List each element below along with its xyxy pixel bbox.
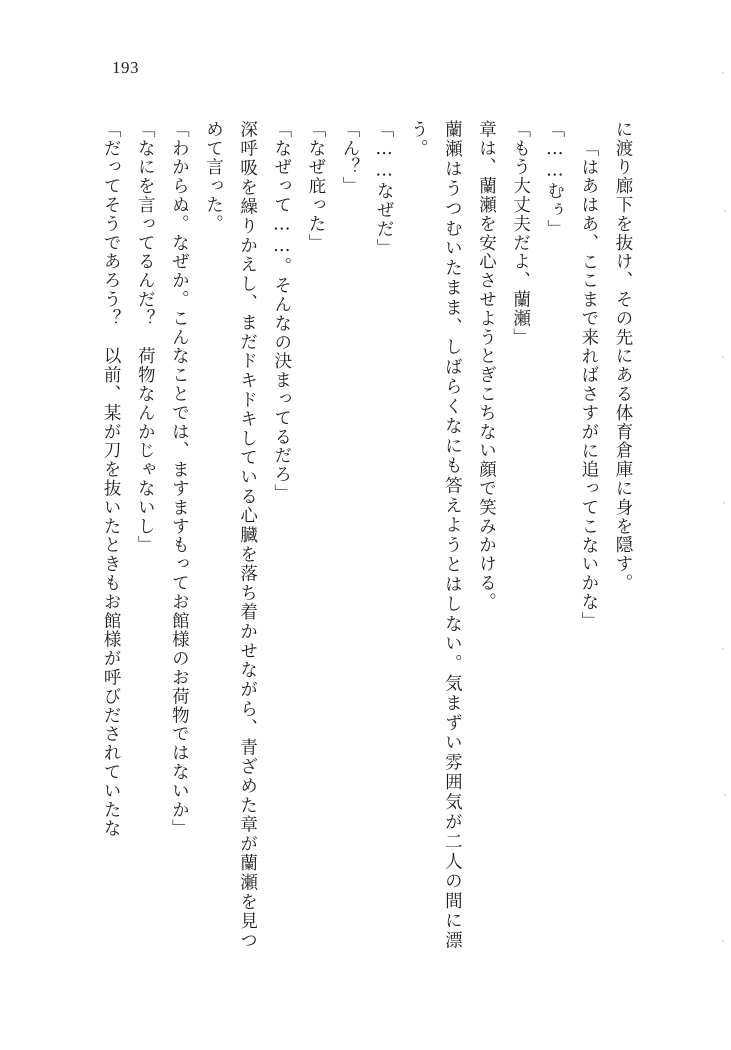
page-text-body: [80, 120, 640, 950]
scan-speckle: [723, 502, 725, 504]
paragraph: 蘭瀬はうつむいたまま、しばらくなにも答えようとはしない。気まずい雰囲気が二人の間に漂う。: [408, 120, 463, 950]
paragraph: 「だってそうであろう？ 以前、某が刀を抜いたときもお館様が呼びだされていたな: [101, 120, 122, 839]
paragraph: 「もう大丈夫だよ、蘭瀬」: [510, 120, 531, 347]
paragraph: 「……むぅ」: [544, 120, 565, 239]
scan-speckle: [722, 648, 724, 650]
paragraph: 「ん？」: [340, 120, 360, 196]
paragraph: 「なにを言ってるんだ？ 荷物なんかじゃないし」: [135, 120, 156, 555]
paragraph: 「はあはあ、ここまで来ればさすがに追ってこないかな」: [578, 139, 599, 631]
paragraph: 章は、蘭瀬を安心させようとぎこちない顔で笑みかける。: [476, 120, 497, 612]
paragraph: 「わからぬ。なぜか。こんなことでは、ますますもってお館様のお荷物ではないか」: [169, 120, 190, 839]
paragraph: 「なぜって……。そんなの決まってるだろ」: [271, 120, 292, 503]
scan-speckle: [722, 356, 724, 358]
scan-speckle: [724, 794, 726, 796]
paragraph: 深呼吸を繰りかえし、まだドキドキしている心臓を落ち着かせながら、青ざめた章が蘭瀬を見つめて言った。: [203, 120, 258, 950]
paragraph: 「なぜ庇った」: [305, 120, 326, 253]
page-number: 193: [112, 58, 139, 77]
paragraph: に渡り廊下を抜け、その先にある体育倉庫に身を隠す。: [613, 120, 633, 593]
scan-speckle: [722, 72, 724, 74]
scan-speckle: [722, 940, 724, 942]
paragraph: 「……なぜだ」: [374, 120, 395, 258]
scan-speckle: [724, 210, 726, 212]
